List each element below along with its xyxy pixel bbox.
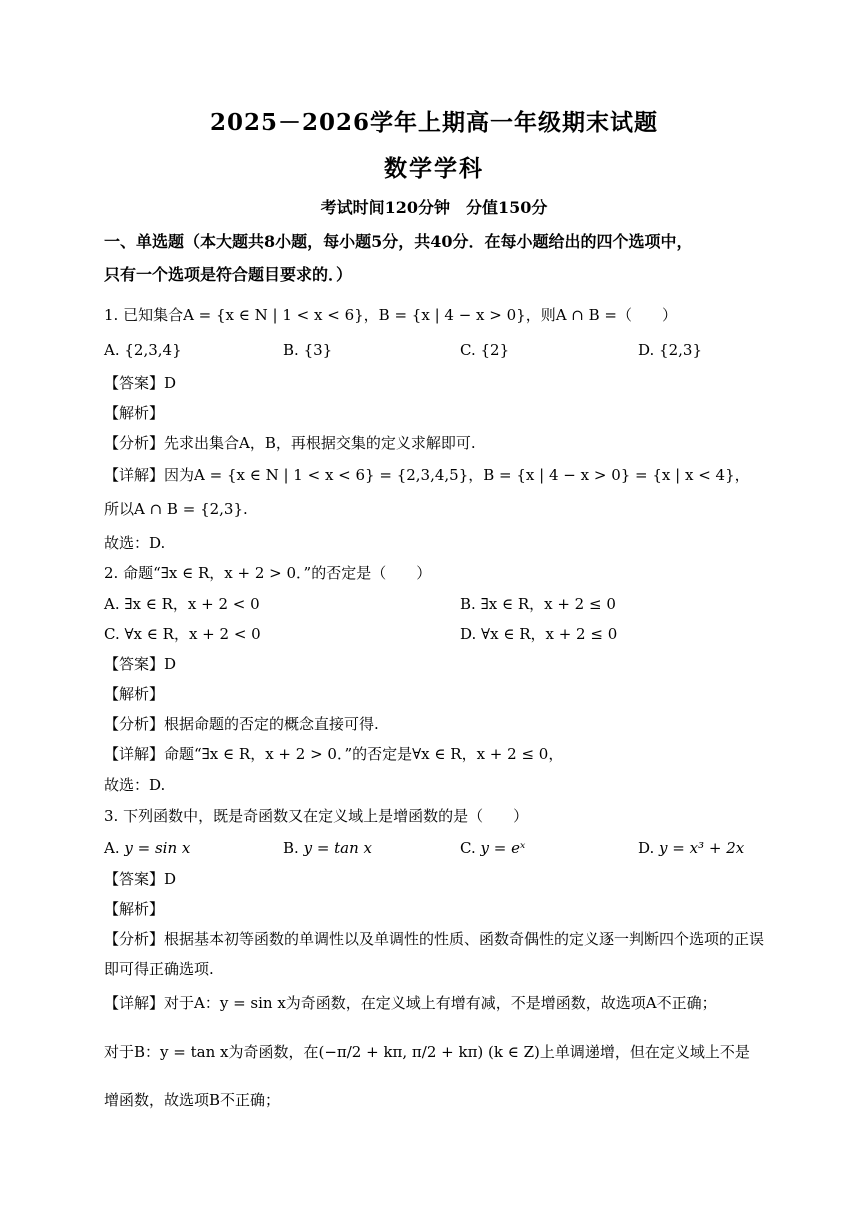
option-text: {3} (303, 341, 333, 359)
option-text: ∃x ∈ R，x + 2 ≤ 0 (480, 595, 616, 613)
q3-option-a (104, 838, 190, 858)
q2-option-d (460, 624, 617, 644)
q3-option-b (283, 838, 372, 858)
q3-analysis: 【分析】根据基本初等函数的单调性以及单调性的性质、函数奇偶性的定义逐一判断四个选项的正误即可得正确选项. (104, 930, 765, 978)
option-label: C. (460, 839, 476, 857)
option-text: {2,3} (659, 341, 702, 359)
q3-answer: 【答案】D (104, 870, 177, 888)
q1-option-c (460, 340, 509, 360)
option-text: y = tan x (303, 839, 373, 857)
q1-detail-2: 所以A ∩ B = {2,3}. (104, 500, 248, 518)
option-text: ∀x ∈ R，x + 2 ≤ 0 (481, 625, 618, 643)
q2-option-c (104, 624, 261, 644)
option-text: ∃x ∈ R，x + 2 < 0 (124, 595, 260, 613)
option-text: y = sin x (124, 839, 191, 857)
option-label: D. (638, 341, 655, 359)
q2-analysis: 【分析】根据命题的否定的概念直接可得. (104, 715, 379, 733)
q2-answer: 【答案】D (104, 655, 177, 673)
option-text: ∀x ∈ R，x + 2 < 0 (124, 625, 261, 643)
option-text: y = eˣ (480, 839, 526, 857)
q2-option-b (460, 594, 616, 614)
q2-option-a (104, 594, 260, 614)
q1-conclusion: 故选：D. (104, 534, 166, 552)
option-text: {2} (480, 341, 510, 359)
option-label: D. (460, 625, 477, 643)
q1-option-b (283, 340, 332, 360)
exam-info: 考试时间120分钟 分值150分 (320, 198, 548, 217)
section-heading-line2: 只有一个选项是符合题目要求的．） (104, 265, 353, 284)
q1-option-d (638, 340, 702, 360)
q3-detail-1: 【详解】对于A：y = sin x为奇函数，在定义域上有增有减，不是增函数，故选项A不正确； (104, 994, 717, 1012)
q3-detail-2: 对于B：y = tan x为奇函数，在(−π/2 + kπ, π/2 + kπ) (k ∈ Z)上单调递增，但在定义域上不是增函数，故选项B不正确； (104, 1043, 750, 1109)
option-label: A. (104, 839, 120, 857)
option-text: {2,3,4} (124, 341, 182, 359)
q2-conclusion: 故选：D. (104, 776, 166, 794)
option-label: A. (104, 341, 120, 359)
q1-analysis-tag: 【解析】 (104, 404, 165, 422)
exam-subject: 数学学科 (384, 155, 484, 182)
question-2-stem: 2. 命题“∃x ∈ R，x + 2 > 0．”的否定是（ ） (104, 564, 432, 582)
q1-detail-1: 【详解】因为A = {x ∈ N | 1 < x < 6} = {2,3,4,5}，B = {x | 4 − x > 0} = {x | x < 4}， (104, 466, 750, 484)
q2-analysis-tag: 【解析】 (104, 685, 165, 703)
option-label: B. (283, 341, 299, 359)
question-3-stem: 3. 下列函数中，既是奇函数又在定义域上是增函数的是（ ） (104, 807, 529, 825)
option-label: B. (283, 839, 299, 857)
q3-option-d (638, 838, 744, 858)
q1-answer: 【答案】D (104, 374, 177, 392)
option-text: y = x³ + 2x (659, 839, 745, 857)
option-label: A. (104, 595, 120, 613)
option-label: B. (460, 595, 476, 613)
option-label: C. (460, 341, 476, 359)
q3-analysis-tag: 【解析】 (104, 900, 165, 918)
exam-title: 2025－2026学年上期高一年级期末试题 (209, 109, 659, 136)
option-label: D. (638, 839, 655, 857)
option-label: C. (104, 625, 120, 643)
question-1-stem: 1. 已知集合A = {x ∈ N | 1 < x < 6}，B = {x | 4 − x > 0}，则A ∩ B =（ ） (104, 306, 677, 324)
section-heading-line1: 一、单选题（本大题共8小题，每小题5分，共40分．在每小题给出的四个选项中， (104, 232, 693, 251)
q1-analysis: 【分析】先求出集合A，B，再根据交集的定义求解即可. (104, 434, 476, 452)
q2-detail-1: 【详解】命题“∃x ∈ R，x + 2 > 0．”的否定是∀x ∈ R，x + 2 ≤ 0， (104, 745, 564, 763)
q1-option-a (104, 340, 182, 360)
q3-option-c (460, 838, 525, 858)
